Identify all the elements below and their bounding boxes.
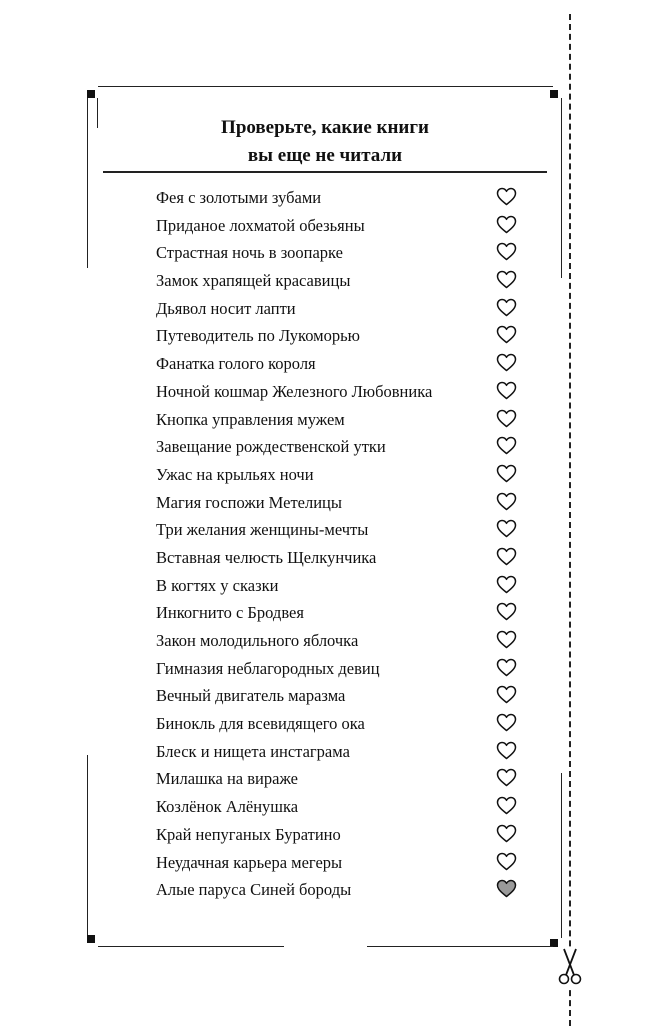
- book-title: Замок храпящей красавицы: [156, 271, 351, 291]
- book-title: Фанатка голого короля: [156, 354, 316, 374]
- book-list-item: [156, 792, 526, 820]
- heart-icon[interactable]: [496, 215, 517, 234]
- book-list-item: [156, 875, 526, 903]
- book-title: Ночной кошмар Железного Любовника: [156, 381, 433, 401]
- book-list-item: [156, 626, 526, 654]
- frame-bottom-border-left: [98, 946, 284, 947]
- book-title: Три желания женщины-мечты: [156, 520, 369, 540]
- book-list-item: [156, 460, 526, 488]
- heart-icon[interactable]: [496, 409, 517, 428]
- heart-icon[interactable]: [496, 436, 517, 455]
- book-list-item: [156, 211, 526, 239]
- book-title: Завещание рождественской утки: [156, 437, 386, 457]
- book-list-item: [156, 737, 526, 765]
- frame-bottom-border-right: [367, 946, 553, 947]
- book-list-item: [156, 764, 526, 792]
- book-title: Вставная челюсть Щелкунчика: [156, 547, 377, 567]
- book-title: Фея с золотыми зубами: [156, 188, 322, 207]
- book-list-item: [156, 848, 526, 876]
- frame-corner-top-right: [550, 90, 558, 98]
- heart-icon[interactable]: [496, 685, 517, 704]
- book-list-item: [156, 349, 526, 377]
- book-list-item: [156, 709, 526, 737]
- book-title: Приданое лохматой обезьяны: [156, 215, 365, 235]
- heart-icon[interactable]: [496, 492, 517, 511]
- book-title: Гимназия неблагородных девиц: [156, 658, 380, 678]
- book-list-item: [156, 681, 526, 709]
- book-list-item: [156, 571, 526, 599]
- book-list-item: [156, 432, 526, 460]
- book-title: Бинокль для всевидящего ока: [156, 714, 365, 734]
- frame-left-border-inner: [97, 98, 98, 128]
- heart-icon[interactable]: [496, 713, 517, 732]
- frame-corner-bottom-left: [87, 935, 95, 943]
- book-list-item: [156, 405, 526, 433]
- frame-right-border-top: [561, 98, 562, 278]
- book-list-item: [156, 183, 526, 211]
- book-list-item: [156, 488, 526, 516]
- frame-right-border-bottom: [561, 773, 562, 938]
- heart-icon[interactable]: [496, 298, 517, 317]
- book-title: Путеводитель по Лукоморью: [156, 326, 360, 346]
- heart-icon[interactable]: [496, 630, 517, 649]
- cut-line: [569, 14, 571, 1026]
- heart-icon[interactable]: [496, 547, 517, 566]
- page-title-line-2: вы еще не читали: [247, 145, 403, 166]
- heart-icon[interactable]: [496, 353, 517, 372]
- book-list-item: [156, 321, 526, 349]
- book-list-item: [156, 543, 526, 571]
- book-title: Магия госпожи Метелицы: [156, 492, 342, 512]
- book-list-item: [156, 654, 526, 682]
- heart-icon[interactable]: [496, 325, 517, 344]
- book-title: Алые паруса Синей бороды: [156, 880, 352, 900]
- title-divider: [103, 171, 547, 173]
- heart-icon[interactable]: [496, 768, 517, 787]
- book-title: Козлёнок Алёнушка: [156, 797, 299, 817]
- heart-icon[interactable]: [496, 464, 517, 483]
- heart-icon[interactable]: [496, 381, 517, 400]
- book-title: В когтях у сказки: [156, 575, 279, 595]
- book-list-item: [156, 377, 526, 405]
- book-title: Вечный двигатель маразма: [156, 686, 346, 706]
- heart-icon[interactable]: [496, 602, 517, 621]
- book-title: Милашка на вираже: [156, 769, 298, 789]
- book-title: Кнопка управления мужем: [156, 409, 345, 429]
- heart-icon[interactable]: [496, 242, 517, 261]
- book-title: Страстная ночь в зоопарке: [156, 243, 343, 263]
- heart-icon[interactable]: [496, 187, 517, 206]
- book-checklist: [156, 183, 526, 903]
- book-title: Блеск и нищета инстаграма: [156, 741, 350, 761]
- book-title: Край непуганых Буратино: [156, 824, 341, 844]
- book-title: Неудачная карьера мегеры: [156, 852, 343, 872]
- page-title: [104, 114, 546, 170]
- frame-left-border-top: [87, 98, 88, 268]
- book-title: Инкогнито с Бродвея: [156, 603, 304, 623]
- page-title-line-1: Проверьте, какие книги: [221, 117, 429, 138]
- heart-icon[interactable]: [496, 270, 517, 289]
- heart-icon[interactable]: [496, 741, 517, 760]
- heart-icon[interactable]: [496, 575, 517, 594]
- heart-filled-icon[interactable]: [496, 879, 517, 898]
- frame-corner-top-left: [87, 90, 95, 98]
- heart-icon[interactable]: [496, 519, 517, 538]
- heart-icon[interactable]: [496, 852, 517, 871]
- book-list-item: [156, 294, 526, 322]
- book-list-item: [156, 820, 526, 848]
- heart-icon[interactable]: [496, 796, 517, 815]
- heart-icon[interactable]: [496, 658, 517, 677]
- book-title: Закон молодильного яблочка: [156, 631, 359, 650]
- book-list-item: [156, 266, 526, 294]
- book-list-item: [156, 238, 526, 266]
- book-title: Дьявол носит лапти: [156, 298, 296, 318]
- book-title: Ужас на крыльях ночи: [156, 464, 314, 484]
- frame-top-border: [98, 86, 553, 87]
- heart-icon[interactable]: [496, 824, 517, 843]
- book-list-item: [156, 598, 526, 626]
- scissors-icon: [555, 947, 585, 987]
- frame-left-border-bottom: [87, 755, 88, 935]
- book-list-item: [156, 515, 526, 543]
